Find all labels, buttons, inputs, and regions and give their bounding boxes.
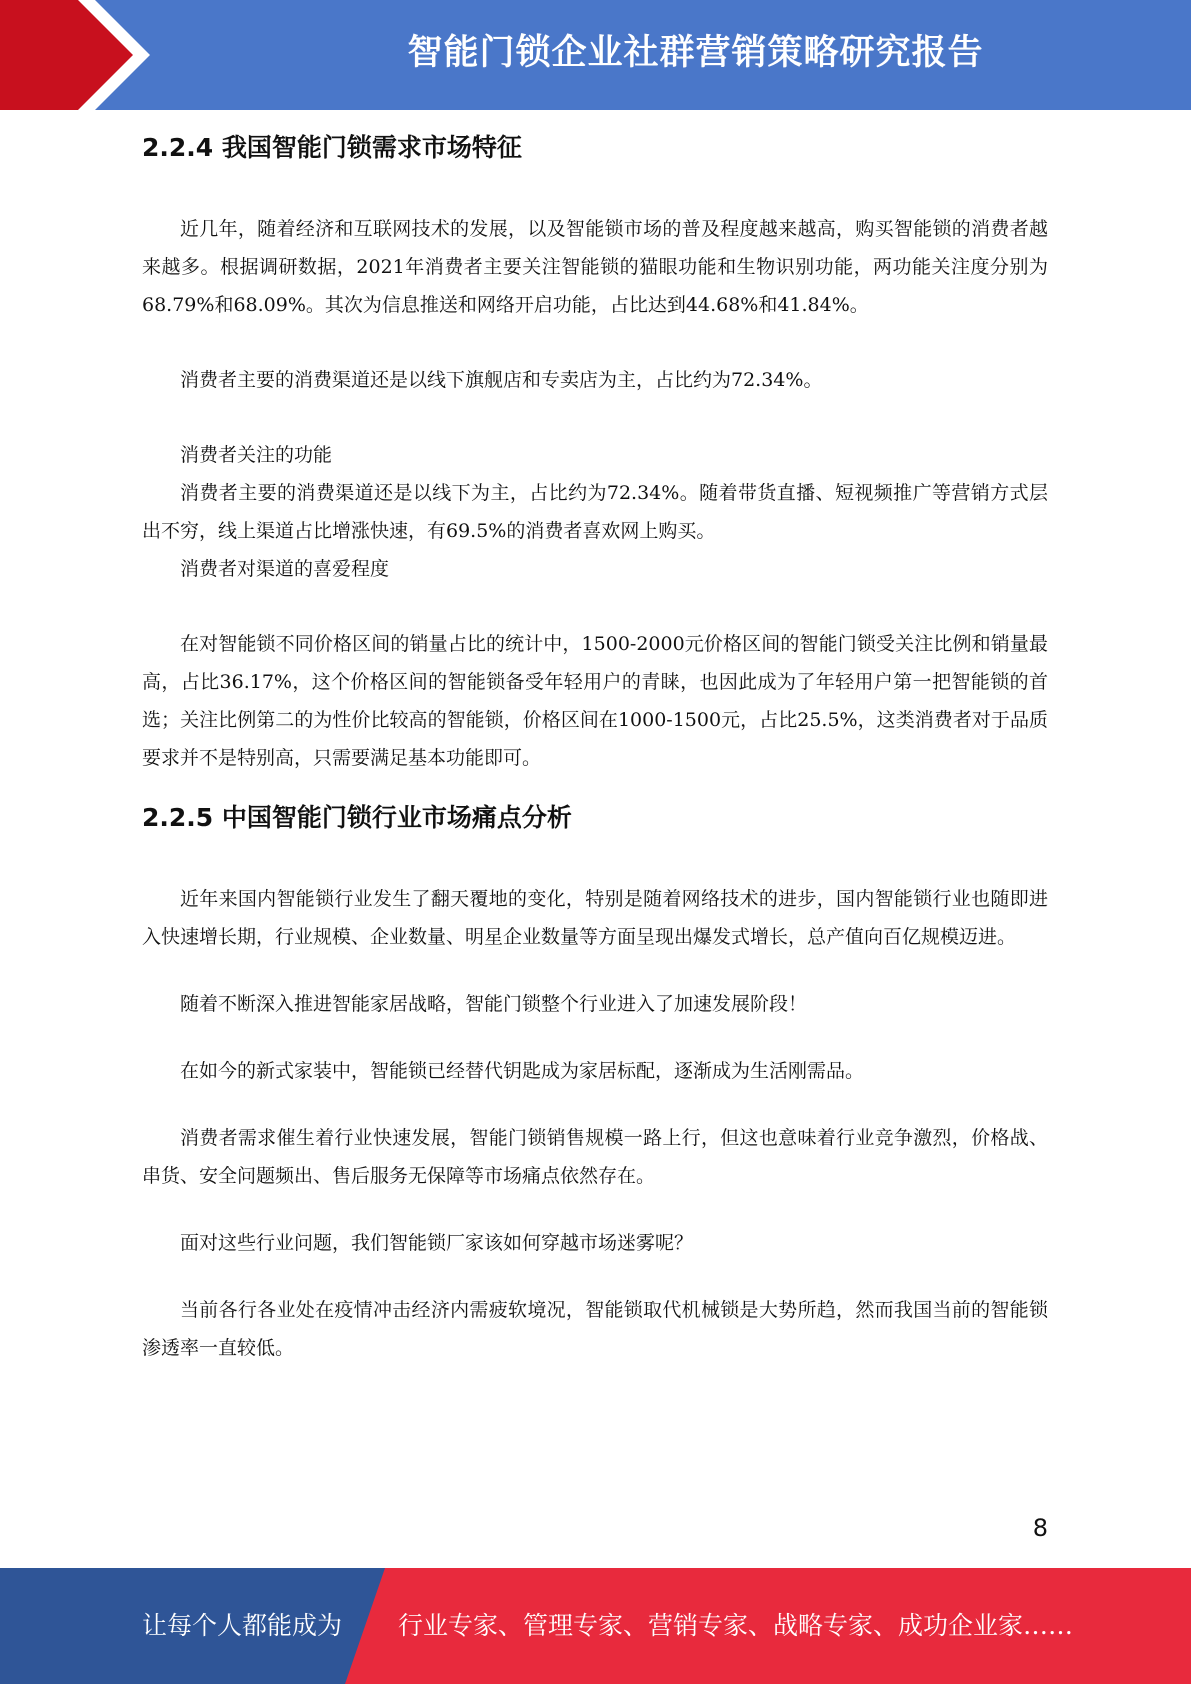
report-title: 智能门锁企业社群营销策略研究报告 bbox=[407, 33, 984, 73]
page-header bbox=[0, 0, 1191, 110]
section-heading: 2.2.5 中国智能门锁行业市场痛点分析 bbox=[142, 803, 572, 832]
page-footer bbox=[0, 1568, 1191, 1684]
section-2-2-5 bbox=[142, 800, 1048, 1367]
paragraph: 消费者主要的消费渠道还是以线下为主，占比约为72.34%。随着带货直播、短视频推广等营销方式层出不穷，线上渠道占比增涨快速，有69.5%的消费者喜欢网上购买。 bbox=[142, 482, 1048, 542]
figure-caption: 消费者对渠道的喜爱程度 bbox=[180, 558, 390, 580]
page-number: 8 bbox=[1032, 1514, 1048, 1542]
paragraph: 消费者需求催生着行业快速发展，智能门锁销售规模一路上行，但这也意味着行业竞争激烈，价格战、串货、安全问题频出、售后服务无保障等市场痛点依然存在。 bbox=[142, 1127, 1048, 1187]
page-content bbox=[142, 110, 1048, 1367]
footer-slogan-right: 行业专家、管理专家、营销专家、战略专家、成功企业家…… bbox=[398, 1611, 1074, 1640]
paragraph: 在对智能锁不同价格区间的销量占比的统计中，1500-2000元价格区间的智能门锁受关注比例和销量最高，占比36.17%，这个价格区间的智能锁备受年轻用户的青睐，也因此成为了年轻用户第一把智能锁的首选；关注比例第二的为性价比较高的智能锁，价格区间在1000-1500元，占比25.5%，这类消费者对于品质要求并不是特别高，只需要满足基本功能即可。 bbox=[142, 633, 1048, 769]
paragraph: 随着不断深入推进智能家居战略，智能门锁整个行业进入了加速发展阶段！ bbox=[180, 993, 808, 1015]
footer-slogan-left: 让每个人都能成为 bbox=[142, 1611, 343, 1640]
paragraph: 当前各行各业处在疫情冲击经济内需疲软境况，智能锁取代机械锁是大势所趋，然而我国当前的智能锁渗透率一直较低。 bbox=[142, 1299, 1048, 1359]
paragraph: 在如今的新式家装中，智能锁已经替代钥匙成为家居标配，逐渐成为生活刚需品。 bbox=[180, 1060, 865, 1082]
section-heading: 2.2.4 我国智能门锁需求市场特征 bbox=[142, 133, 522, 162]
paragraph: 近几年，随着经济和互联网技术的发展，以及智能锁市场的普及程度越来越高，购买智能锁的消费者越来越多。根据调研数据，2021年消费者主要关注智能锁的猫眼功能和生物识别功能，两功能关注度分别为68.79%和68.09%。其次为信息推送和网络开启功能，占比达到44.68%和41.84%。 bbox=[142, 218, 1048, 316]
section-2-2-4 bbox=[142, 130, 1048, 777]
paragraph: 近年来国内智能锁行业发生了翻天覆地的变化，特别是随着网络技术的进步，国内智能锁行业也随即进入快速增长期，行业规模、企业数量、明星企业数量等方面呈现出爆发式增长，总产值向百亿规模迈进。 bbox=[142, 888, 1048, 948]
figure-caption: 消费者关注的功能 bbox=[180, 444, 333, 466]
paragraph: 消费者主要的消费渠道还是以线下旗舰店和专卖店为主，占比约为72.34%。 bbox=[180, 369, 823, 391]
paragraph: 面对这些行业问题，我们智能锁厂家该如何穿越市场迷雾呢？ bbox=[180, 1232, 694, 1254]
